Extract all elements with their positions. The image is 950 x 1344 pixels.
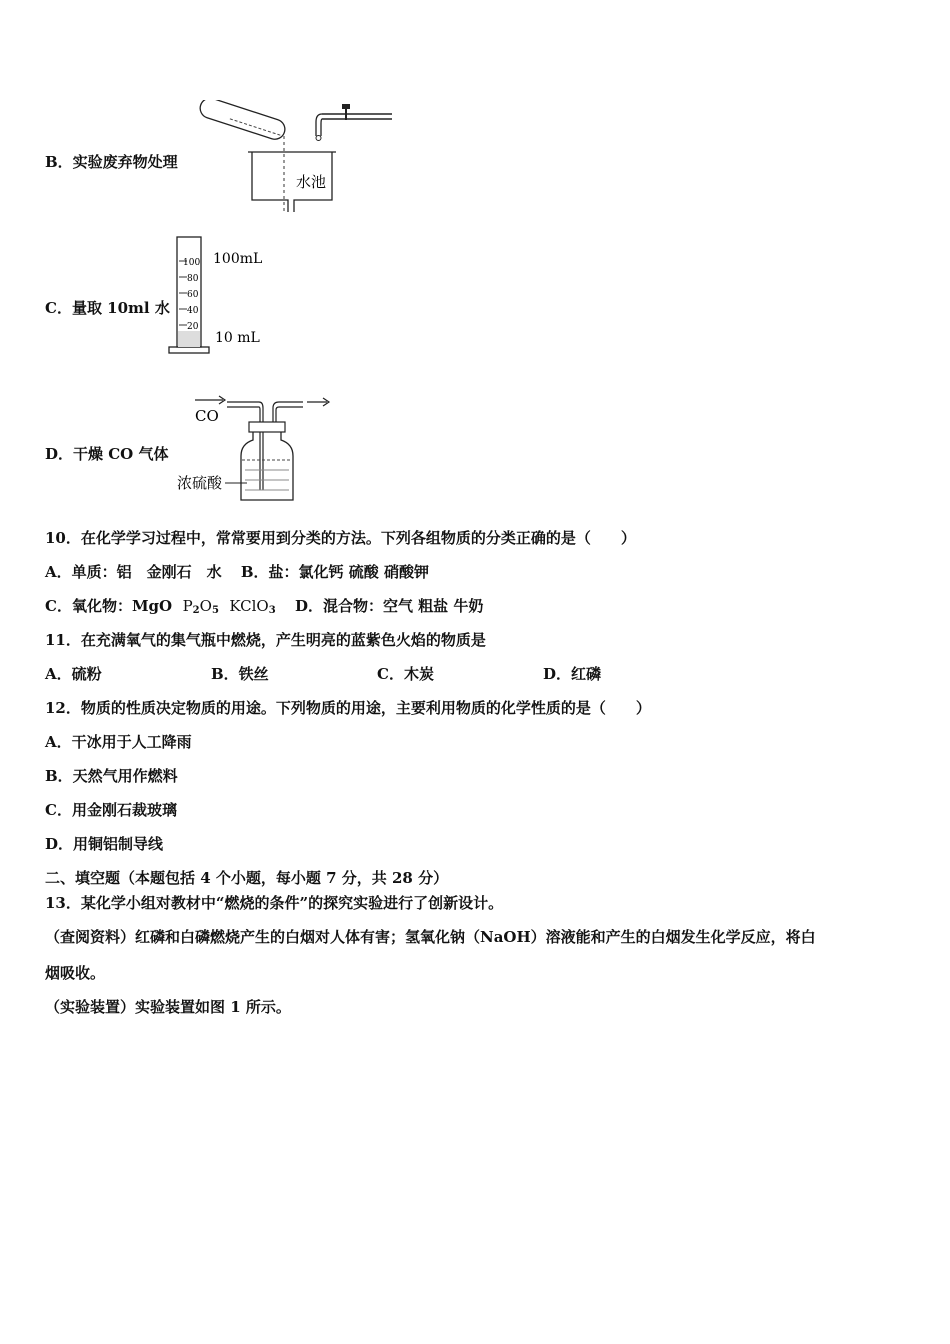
q10-option-c: [45, 596, 276, 621]
q11-option-a: A．硫粉: [45, 665, 102, 683]
q10-stem: 10．在化学学习过程中，常常要用到分类的方法。下列各组物质的分类正确的是（ ）: [45, 529, 636, 547]
q10-c-sub3: 3: [268, 605, 276, 616]
q10-c-o: O: [199, 597, 212, 615]
waste-disposal-figure: [190, 100, 400, 220]
q10-c-sub5: 5: [211, 605, 219, 616]
option-c-label: C．量取 10ml 水: [45, 299, 170, 317]
q11-option-c: C．木炭: [377, 665, 434, 683]
q10-c-sub2: 2: [192, 605, 200, 616]
q13-apparatus: （实验装置）实验装置如图 1 所示。: [45, 998, 291, 1016]
q11-option-d: D．红磷: [543, 665, 602, 683]
tick-60: 60: [187, 290, 199, 300]
cylinder-volume: 10 mL: [215, 330, 260, 346]
q12-option-c: C．用金刚石裁玻璃: [45, 801, 177, 819]
q13-info-line2: 烟吸收。: [45, 964, 106, 982]
q12-option-d: D．用铜铝制导线: [45, 835, 164, 853]
q11-options: [45, 664, 601, 684]
option-b-label: B．实验废弃物处理: [45, 153, 178, 171]
q10-options-cd: [45, 596, 483, 621]
q10-option-b: B．盐：氯化钙 硫酸 硝酸钾: [240, 563, 429, 581]
q10-c-kclo: KClO: [229, 597, 269, 615]
option-d-label: D．干燥 CO 气体: [45, 445, 169, 463]
q10-option-a: A．单质：铝 金刚石 水: [45, 563, 222, 581]
gas-label: CO: [195, 407, 219, 425]
q10-c-p: P: [182, 597, 193, 615]
sink-label: 水池: [296, 173, 327, 191]
q11-stem: 11．在充满氧气的集气瓶中燃烧，产生明亮的蓝紫色火焰的物质是: [45, 631, 486, 649]
q10-c-prefix: C．氧化物：MgO: [45, 597, 173, 615]
section-2-heading: 二、填空题（本题包括 4 个小题，每小题 7 分，共 28 分）: [45, 869, 449, 887]
q12-option-a: A．干冰用于人工降雨: [45, 733, 192, 751]
tick-100: 100: [183, 258, 201, 268]
reagent-label: 浓硫酸: [177, 474, 223, 492]
q13-stem: 13．某化学小组对教材中“燃烧的条件”的探究实验进行了创新设计。: [45, 894, 504, 912]
q10-option-d: D．混合物：空气 粗盐 牛奶: [294, 597, 484, 615]
graduated-cylinder-figure: [165, 233, 275, 358]
q10-options-ab: [45, 562, 429, 582]
cylinder-capacity: 100mL: [213, 251, 263, 267]
tick-20: 20: [187, 322, 199, 332]
tick-40: 40: [187, 306, 199, 316]
q11-option-b: B．铁丝: [211, 665, 269, 683]
q13-info-line1: （查阅资料）红磷和白磷燃烧产生的白烟对人体有害；氢氧化钠（NaOH）溶液能和产生的白烟发生化学反应，将白: [45, 928, 816, 946]
tick-80: 80: [187, 274, 199, 284]
q12-stem: 12．物质的性质决定物质的用途。下列物质的用途，主要利用物质的化学性质的是（ ）: [45, 699, 651, 717]
gas-drying-figure: [175, 392, 345, 502]
q12-option-b: B．天然气用作燃料: [45, 767, 178, 785]
